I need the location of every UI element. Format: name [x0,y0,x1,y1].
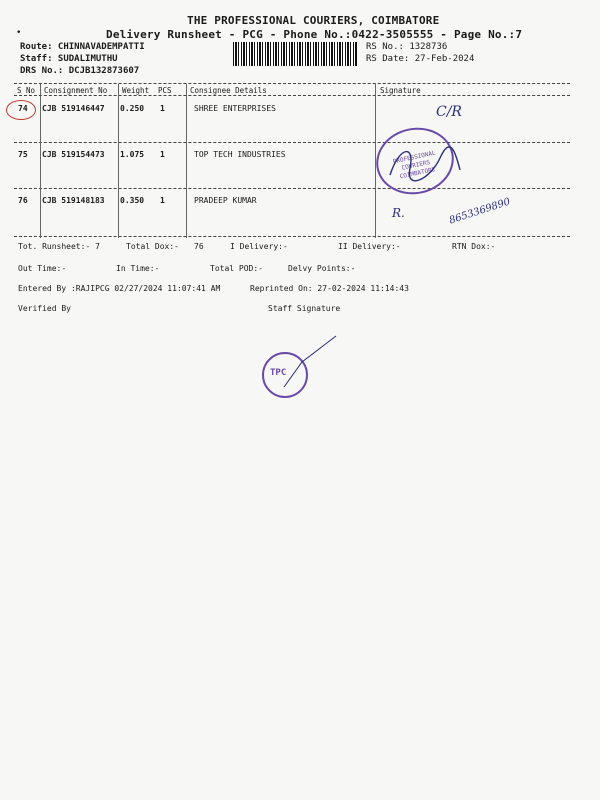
i-delivery: I Delivery:- [230,242,288,251]
col-header-consignee: Consignee Details [190,86,267,95]
column-divider [118,84,119,238]
row-weight: 1.075 [120,150,145,159]
in-time: In Time:- [116,264,160,273]
row-weight: 0.350 [120,196,145,205]
row-consignee: PRADEEP KUMAR [194,196,257,205]
total-pod: Total POD:- [210,264,263,273]
table-top-rule [14,83,570,84]
staff-label: Staff: SUDALIMUTHU [20,54,118,64]
handwritten-sign: R. [392,206,405,220]
column-divider [40,84,41,238]
row-pcs: 1 [160,104,165,113]
rs-number: RS No.: 1328736 [366,42,448,52]
row-sno: 74 [18,104,28,113]
row-consignment: CJB 519146447 [42,104,105,113]
rtn-dox: RTN Dox:- [452,242,496,251]
drs-number: DRS No.: DCJB132873607 [20,66,140,76]
company-stamp-text: PROFESSIONAL COURIERS COIMBATORE [392,149,437,181]
col-header-pcs: PCS [158,86,172,95]
row-consignment: CJB 519154473 [42,150,105,159]
signature-scribble [380,140,470,190]
verified-by: Verified By [18,304,71,313]
ii-delivery: II Delivery:- [338,242,401,251]
col-header-consignment: Consignment No [44,86,108,95]
staff-signature: Staff Signature [268,304,341,313]
bullet-mark: • [16,28,22,38]
total-dox-label: Total Dox:- [126,242,179,251]
reprinted-on: Reprinted On: 27-02-2024 11:14:43 [250,284,409,293]
row-consignee: SHREE ENTERPRISES [194,104,276,113]
red-circle-mark [6,100,36,120]
table-bottom-rule [14,236,570,237]
route-label: Route: CHINNAVADEMPATTI [20,42,145,52]
row-pcs: 1 [160,150,165,159]
row-pcs: 1 [160,196,165,205]
row-divider [14,142,570,143]
col-header-signature: Signature [380,86,421,95]
column-divider [186,84,187,238]
row-weight: 0.250 [120,104,145,113]
rs-date: RS Date: 27-Feb-2024 [366,54,475,64]
total-dox-value: 76 [194,242,204,251]
handwritten-annotation: C/R [436,104,462,120]
row-consignment: CJB 519148183 [42,196,105,205]
staff-signature-stroke [282,332,342,392]
row-sno: 75 [18,150,28,159]
entered-by: Entered By :RAJIPCG 02/27/2024 11:07:41 AM [18,284,221,293]
barcode-graphic [233,42,357,66]
col-header-sno: S No [17,86,36,95]
document-subtitle: Delivery Runsheet - PCG - Phone No.:0422-3505555 - Page No.:7 [106,28,523,41]
document-title: THE PROFESSIONAL COURIERS, COIMBATORE [187,14,440,27]
tot-runsheet: Tot. Runsheet:- 7 [18,242,100,251]
tpc-stamp-text: TPC [270,368,287,378]
col-header-weight: Weight [122,86,150,95]
delvy-points: Delvy Points:- [288,264,356,273]
row-divider [14,188,570,189]
row-sno: 76 [18,196,28,205]
row-consignee: TOP TECH INDUSTRIES [194,150,286,159]
handwritten-phone: 8653369890 [447,196,512,227]
table-header-rule [14,95,570,96]
out-time: Out Time:- [18,264,67,273]
